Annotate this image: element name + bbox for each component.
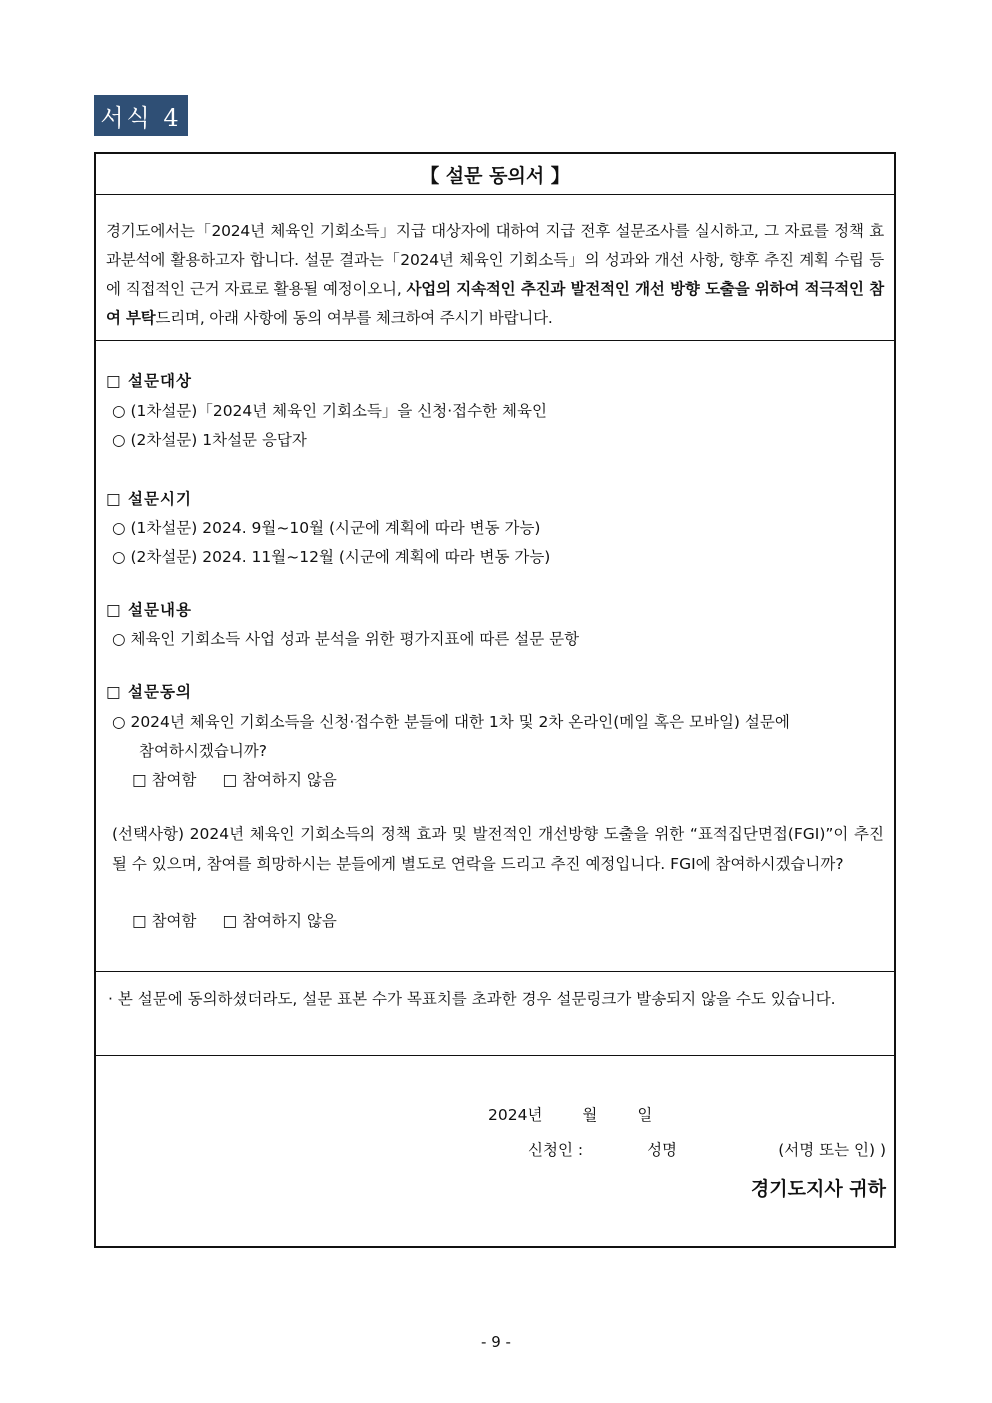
applicant-line: [528, 1138, 677, 1160]
notice-section: [96, 972, 894, 1056]
survey-sections: [96, 341, 894, 972]
applicant-label: 신청인 :: [528, 1141, 584, 1159]
fgi-yes-checkbox[interactable]: □ 참여함: [132, 912, 197, 930]
fgi-options: [132, 909, 337, 931]
intro-text-1: 경기도에서는「2024년 체육인 기회소득」지급 대상자에 대하여 지급 전후 설문조사를 실시하고, 그 자료를 정책 효과분석에 활용하고자 합니다. 설문 결과는「2024년 체육인 기회소득」의 성과와 개선 사항, 향후 추진 계획 수립 등에 직접적인 근거 자료로 활용될 예정이오니,: [106, 222, 884, 298]
page-number: - 9 -: [481, 1333, 511, 1351]
consent-form-frame: [94, 152, 896, 1248]
consent-question: ○ 2024년 체육인 기회소득을 신청·접수한 분들에 대한 1차 및 2차 온라인(메일 혹은 모바일) 설문에: [112, 713, 790, 731]
intro-paragraph: [96, 195, 894, 341]
form-title: 【 설문 동의서 】: [96, 154, 894, 195]
date-year: 2024년: [488, 1106, 543, 1124]
optional-fgi-text: (선택사항) 2024년 체육인 기회소득의 정책 효과 및 발전적인 개선방향 도출을 위한 “표적집단면접(FGI)”이 추진될 수 있으며, 참여를 희망하시는 분들에게 별도로 연락을 드리고 추진 예정입니다. FGI에 참여하시겠습니까?: [112, 825, 884, 873]
content-item: ○ 체육인 기회소득 사업 성과 분석을 위한 평가지표에 따른 설문 문항: [112, 630, 580, 648]
section-period-heading: □ 설문시기: [106, 490, 192, 508]
section-content-heading: □ 설문내용: [106, 601, 192, 619]
name-label: 성명: [647, 1141, 678, 1159]
period-item: ○ (2차설문) 2024. 11월~12월 (시군에 계획에 따라 변동 가능): [112, 548, 551, 566]
intro-text-2: 드리며, 아래 사항에 동의 여부를 체크하여 주시기 바랍니다.: [155, 309, 553, 327]
consent-yes-checkbox[interactable]: □ 참여함: [132, 771, 197, 789]
notice-text: · 본 설문에 동의하셨더라도, 설문 표본 수가 목표치를 초과한 경우 설문링크가 발송되지 않을 수도 있습니다.: [108, 990, 836, 1008]
consent-options: [132, 768, 337, 790]
section-target-heading: □ 설문대상: [106, 372, 192, 390]
consent-question-cont: 참여하시겠습니까?: [139, 742, 268, 760]
signature-date: [488, 1103, 652, 1125]
form-number-tag: 서식 4: [94, 95, 188, 136]
consent-no-checkbox[interactable]: □ 참여하지 않음: [222, 771, 337, 789]
target-item: ○ (1차설문)「2024년 체육인 기회소득」을 신청·접수한 체육인: [112, 402, 547, 420]
period-item: ○ (1차설문) 2024. 9월~10월 (시군에 계획에 따라 변동 가능): [112, 519, 541, 537]
fgi-no-checkbox[interactable]: □ 참여하지 않음: [222, 912, 337, 930]
date-month: 월: [582, 1106, 598, 1124]
date-day: 일: [637, 1106, 653, 1124]
addressee: 경기도지사 귀하: [750, 1178, 886, 1200]
intro-emphasis: 사업의 지속적인 추진과 발전적인 개선 방향 도출을 위하여 적극적인 참여 부탁: [106, 280, 884, 327]
signature-section: [96, 1056, 894, 1246]
section-consent-heading: □ 설문동의: [106, 683, 192, 701]
signature-stamp-label: (서명 또는 인) ): [778, 1141, 886, 1159]
target-item: ○ (2차설문) 1차설문 응답자: [112, 431, 307, 449]
